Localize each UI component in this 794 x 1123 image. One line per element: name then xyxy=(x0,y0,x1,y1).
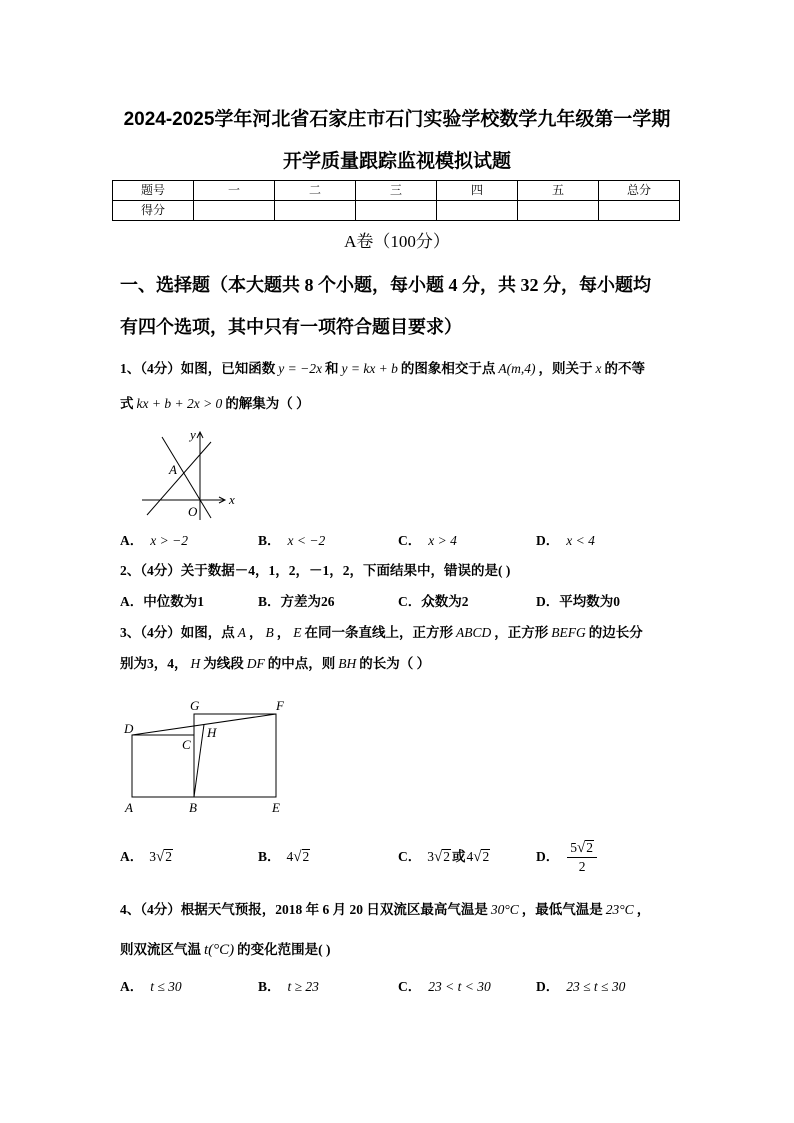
q1-option-d xyxy=(536,531,598,551)
q3-text: 的边长分 xyxy=(588,625,643,640)
radicand: 2 xyxy=(482,849,490,864)
volume-heading: A卷（100分） xyxy=(344,232,450,251)
q3-text: 别为3，4， xyxy=(120,656,188,671)
option-math: t ≤ 30 xyxy=(150,979,182,994)
option-letter: C． xyxy=(398,594,422,609)
fraction-numerator xyxy=(567,839,597,858)
q3-stem-line-1 xyxy=(120,623,643,643)
q4-option-b xyxy=(258,977,322,997)
option-letter: C． xyxy=(398,849,422,864)
q2-option-c xyxy=(398,592,469,612)
q4-math: 30°C xyxy=(490,902,519,917)
score-table-header: 五 xyxy=(518,181,599,201)
point-a-label: A xyxy=(169,462,177,477)
q3-math: A xyxy=(237,625,246,640)
radical-coefficient: 5 xyxy=(570,840,577,856)
q4-math: 23°C xyxy=(605,902,634,917)
q4-option-a xyxy=(120,977,185,997)
q3-text: 为线段 xyxy=(203,656,244,671)
q4-text: ，最低气温是 xyxy=(521,902,603,917)
label-e: E xyxy=(272,800,280,815)
q4-option-d xyxy=(536,977,628,997)
q3-options xyxy=(120,836,680,878)
q3-text: 的长为（ ） xyxy=(359,656,431,671)
radical-coefficient: 3 xyxy=(427,849,434,864)
option-letter: D． xyxy=(536,979,560,994)
option-math: x < −2 xyxy=(287,533,326,548)
q4-text: ， xyxy=(636,902,651,917)
label-b: B xyxy=(189,800,197,815)
line-y-neg-2x xyxy=(162,437,211,518)
option-letter: C． xyxy=(398,979,422,994)
score-cell xyxy=(194,201,275,221)
q1-options xyxy=(120,531,680,551)
fraction xyxy=(567,839,597,876)
radicand: 2 xyxy=(443,849,450,864)
option-letter: A． xyxy=(120,533,144,548)
q1-text: 的不等 xyxy=(604,361,646,376)
option-text: 众数为2 xyxy=(421,594,469,609)
q1-graph-figure xyxy=(138,428,238,523)
y-axis-label: y xyxy=(190,428,196,442)
q4-text: 则双流区气温 xyxy=(120,942,201,957)
q1-option-b xyxy=(258,531,328,551)
q3-math: B xyxy=(265,625,274,640)
q4-text: 的变化范围是( ) xyxy=(237,942,331,957)
q2-stem: 2、（4分）关于数据－4，1，2，－1，2，下面结果中，错误的是( ) xyxy=(120,563,511,578)
q3-text: 3、（4分）如图，点 xyxy=(120,625,235,640)
q3-stem-line-2 xyxy=(120,654,430,674)
radicand: 2 xyxy=(302,849,310,864)
q3-text: 在同一条直线上，正方形 xyxy=(304,625,453,640)
option-math: x < 4 xyxy=(566,533,595,548)
q1-text: 的图象相交于点 xyxy=(400,361,496,376)
option-joiner: 或 xyxy=(451,849,466,864)
option-letter: B． xyxy=(258,979,281,994)
q3-math: BH xyxy=(338,656,357,671)
origin-label: O xyxy=(188,504,198,519)
q1-math: A(m,4) xyxy=(498,361,536,376)
radical-coefficient: 3 xyxy=(149,849,156,864)
q3-math: DF xyxy=(246,656,265,671)
option-text: 方差为26 xyxy=(280,594,335,609)
q4-options xyxy=(120,977,680,997)
q4-stem-line-2 xyxy=(120,940,331,960)
q2-option-a xyxy=(120,592,204,612)
score-row-label: 得分 xyxy=(113,201,194,221)
q3-math: H xyxy=(190,656,201,671)
sqrt-symbol: √ xyxy=(293,849,302,865)
option-letter: D． xyxy=(536,533,560,548)
sqrt-symbol: √ xyxy=(156,849,165,865)
q3-option-b xyxy=(258,836,310,878)
option-text: 中位数为1 xyxy=(143,594,204,609)
q4-stem-line-1 xyxy=(120,900,650,920)
radical-expression xyxy=(570,840,594,855)
q3-math: E xyxy=(293,625,302,640)
q3-squares-figure xyxy=(120,695,292,817)
score-table-header: 三 xyxy=(356,181,437,201)
q1-math: y = −2x xyxy=(278,361,322,376)
radical-coefficient: 4 xyxy=(466,849,474,864)
option-letter: A． xyxy=(120,849,144,864)
option-letter: C． xyxy=(398,533,422,548)
q1-option-c xyxy=(398,531,460,551)
radicand: 2 xyxy=(165,849,172,864)
radical-expression xyxy=(427,849,451,864)
score-cell xyxy=(356,201,437,221)
line-kx-plus-b xyxy=(147,442,211,515)
q1-stem-line-1 xyxy=(120,359,645,379)
option-math: 23 < t < 30 xyxy=(428,979,491,994)
option-letter: A． xyxy=(120,594,144,609)
q3-math: BEFG xyxy=(551,625,586,640)
q4-option-c xyxy=(398,977,494,997)
label-d: D xyxy=(124,721,134,736)
radical-coefficient: 4 xyxy=(286,849,294,864)
score-table-score-row xyxy=(113,201,680,221)
q3-text: ，正方形 xyxy=(494,625,549,640)
q3-option-c xyxy=(398,836,490,878)
option-letter: D． xyxy=(536,594,560,609)
q3-math: ABCD xyxy=(456,625,492,640)
score-table-header: 四 xyxy=(437,181,518,201)
q3-option-a xyxy=(120,836,173,878)
q2-options xyxy=(120,592,680,612)
segment-bh xyxy=(194,725,204,798)
option-letter: B． xyxy=(258,849,281,864)
label-a: A xyxy=(125,800,133,815)
label-g: G xyxy=(190,698,200,713)
option-letter: B． xyxy=(258,533,281,548)
radical-expression xyxy=(287,849,311,864)
score-table-header: 题号 xyxy=(113,181,194,201)
fraction-denominator: 2 xyxy=(578,859,586,875)
score-table-header: 一 xyxy=(194,181,275,201)
radicand: 2 xyxy=(586,840,593,856)
exam-title-line-1: 2024-2025学年河北省石家庄市石门实验学校数学九年级第一学期 xyxy=(123,109,671,130)
q1-math: kx + b + 2x > 0 xyxy=(136,396,223,411)
score-cell xyxy=(518,201,599,221)
q1-text: 的解集为（ ） xyxy=(225,396,310,411)
exam-title-line-2: 开学质量跟踪监视模拟试题 xyxy=(282,151,511,172)
option-math: x > 4 xyxy=(428,533,457,548)
q1-stem-line-2 xyxy=(120,394,310,414)
label-h: H xyxy=(207,725,217,740)
score-table-header-row xyxy=(113,181,680,201)
score-table-header: 二 xyxy=(275,181,356,201)
q1-text: 1、（4分）如图，已知函数 xyxy=(120,361,276,376)
sqrt-symbol: √ xyxy=(473,849,482,865)
q2-option-d xyxy=(536,592,620,612)
score-table xyxy=(112,180,680,221)
q4-text: 4、（4分）根据天气预报，2018 年 6 月 20 日双流区最高气温是 xyxy=(120,902,488,917)
option-math: t ≥ 23 xyxy=(287,979,319,994)
x-axis-label: x xyxy=(229,492,235,507)
radical-expression xyxy=(149,849,173,864)
q1-text: ，则关于 xyxy=(538,361,593,376)
score-table-header: 总分 xyxy=(599,181,680,201)
sqrt-symbol: √ xyxy=(434,849,443,865)
q4-math: t(°C) xyxy=(204,942,235,958)
radical-expression xyxy=(466,849,490,864)
option-math: x > −2 xyxy=(150,533,188,548)
option-letter: B． xyxy=(258,594,281,609)
q1-math: x xyxy=(595,361,602,376)
option-math: 23 ≤ t ≤ 30 xyxy=(566,979,626,994)
q1-option-a xyxy=(120,531,191,551)
option-letter: D． xyxy=(536,849,560,864)
option-text: 平均数为0 xyxy=(559,594,620,609)
q1-text: 和 xyxy=(324,361,339,376)
q3-text: 的中点，则 xyxy=(267,656,336,671)
score-cell xyxy=(275,201,356,221)
q2-option-b xyxy=(258,592,335,612)
section-heading-line-2: 有四个选项，其中只有一项符合题目要求） xyxy=(120,317,462,337)
sqrt-symbol: √ xyxy=(577,840,586,857)
q1-math: y = kx + b xyxy=(341,361,398,376)
q1-text: 式 xyxy=(120,396,134,411)
option-letter: A． xyxy=(120,979,144,994)
section-heading-line-1: 一、选择题（本大题共 8 个小题，每小题 4 分，共 32 分，每小题均 xyxy=(120,275,651,295)
label-c: C xyxy=(182,737,191,752)
score-cell xyxy=(599,201,680,221)
q3-option-d xyxy=(536,836,597,878)
label-f: F xyxy=(276,698,284,713)
q3-text: ， xyxy=(276,625,291,640)
score-cell xyxy=(437,201,518,221)
q3-text: ， xyxy=(249,625,263,640)
